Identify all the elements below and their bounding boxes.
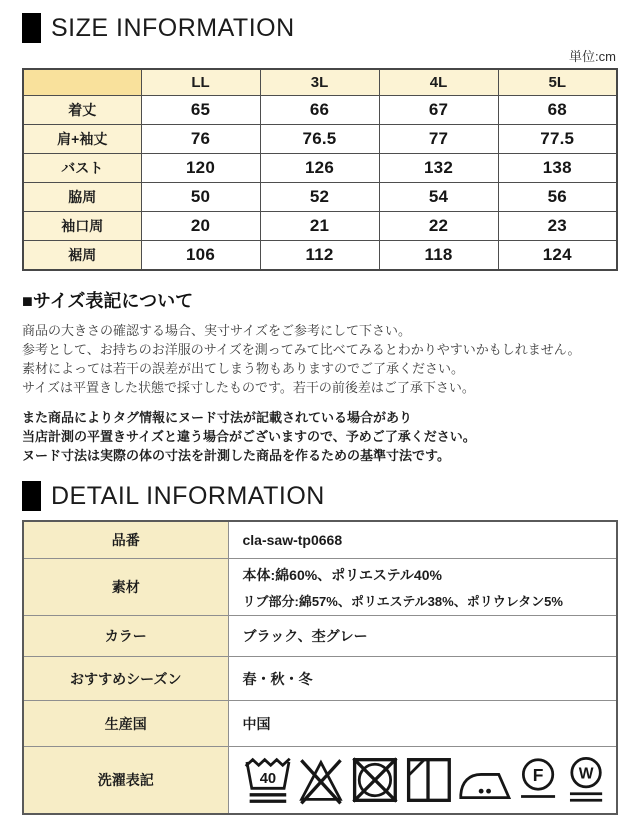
item-number-value: cla-saw-tp0668 [228, 521, 617, 559]
professional-dry-clean-f-gentle-icon [516, 754, 560, 806]
wash-40-very-gentle-icon [243, 754, 293, 806]
material-value [228, 559, 617, 616]
table-row [23, 747, 617, 815]
size-value: 132 [379, 154, 498, 183]
table-row [23, 559, 617, 616]
row-label: 袖口周 [23, 212, 141, 241]
row-label: 裾周 [23, 241, 141, 271]
table-row [23, 657, 617, 701]
size-value: 77.5 [498, 125, 617, 154]
size-value: 52 [260, 183, 379, 212]
note-line: 商品の大きさの確認する場合、実寸サイズをご参考にして下さい。 [22, 323, 411, 338]
size-value: 76 [141, 125, 260, 154]
table-row [23, 616, 617, 657]
table-row [23, 212, 617, 241]
size-table-corner-cell [23, 69, 141, 96]
detail-label: 洗濯表記 [23, 747, 228, 815]
professional-wet-clean-w-very-gentle-icon [564, 754, 608, 806]
size-value: 118 [379, 241, 498, 271]
size-value: 20 [141, 212, 260, 241]
size-column-header: 3L [260, 69, 379, 96]
note-line: サイズは平置きした状態で採寸したものです。若干の前後差はご了承下さい。 [22, 380, 475, 395]
size-value: 124 [498, 241, 617, 271]
note-line: 参考として、お持ちのお洋服のサイズを測ってみて比べてみるとわかりやすいかもしれません。 [22, 342, 581, 357]
size-notes-heading: ■サイズ表記について [22, 291, 194, 311]
detail-table [22, 520, 618, 815]
wash-temp-label: 40 [259, 770, 276, 787]
care-symbols-cell [228, 747, 617, 815]
do-not-tumble-dry-icon [350, 754, 400, 806]
unit-label: 単位:cm [569, 49, 616, 64]
size-table [22, 68, 618, 271]
detail-section-title-text: DETAIL INFORMATION [51, 481, 325, 510]
size-section-title-text: SIZE INFORMATION [51, 13, 295, 42]
size-value: 76.5 [260, 125, 379, 154]
row-label: 肩+袖丈 [23, 125, 141, 154]
row-label: 脇周 [23, 183, 141, 212]
table-row [23, 241, 617, 271]
size-value: 106 [141, 241, 260, 271]
size-value: 67 [379, 96, 498, 125]
table-row [23, 154, 617, 183]
detail-label: 品番 [23, 521, 228, 559]
size-notes [22, 321, 618, 397]
table-row [23, 125, 617, 154]
table-row [23, 183, 617, 212]
size-value: 77 [379, 125, 498, 154]
size-column-header: 5L [498, 69, 617, 96]
material-line-1: 本体:綿60%、ポリエステル40% [242, 566, 442, 583]
table-row [23, 96, 617, 125]
bold-note-line: ヌード寸法は実際の体の寸法を計測した商品を作るための基準寸法です。 [22, 448, 450, 463]
nude-size-note [22, 408, 618, 465]
size-section-title [22, 13, 618, 43]
size-value: 50 [141, 183, 260, 212]
size-value: 120 [141, 154, 260, 183]
size-value: 66 [260, 96, 379, 125]
size-table-header-row [23, 69, 617, 96]
size-value: 138 [498, 154, 617, 183]
title-black-bar [22, 13, 41, 43]
color-value: ブラック、杢グレー [228, 616, 617, 657]
size-value: 65 [141, 96, 260, 125]
size-value: 126 [260, 154, 379, 183]
material-line-2: リブ部分:綿57%、ポリエステル38%、ポリウレタン5% [242, 593, 563, 609]
table-row [23, 521, 617, 559]
detail-label: おすすめシーズン [23, 657, 228, 701]
size-value: 56 [498, 183, 617, 212]
country-value: 中国 [228, 701, 617, 747]
size-column-header: LL [141, 69, 260, 96]
size-value: 54 [379, 183, 498, 212]
care-symbols [243, 754, 609, 806]
hang-dry-in-shade-icon [404, 754, 454, 806]
iron-medium-heat-icon [458, 754, 512, 806]
season-value: 春・秋・冬 [228, 657, 617, 701]
title-black-bar [22, 481, 41, 511]
wet-clean-letter: W [578, 765, 594, 783]
row-label: 着丈 [23, 96, 141, 125]
detail-label: 生産国 [23, 701, 228, 747]
note-line: 素材によっては若干の誤差が出てしまう物もありますのでご了承ください。 [22, 361, 465, 376]
detail-section-title [22, 481, 618, 511]
do-not-bleach-icon [296, 754, 346, 806]
size-value: 21 [260, 212, 379, 241]
table-row [23, 701, 617, 747]
detail-label: カラー [23, 616, 228, 657]
bold-note-line: また商品によりタグ情報にヌード寸法が記載されている場合があり [22, 410, 413, 425]
size-value: 23 [498, 212, 617, 241]
dry-clean-letter: F [532, 764, 544, 785]
size-value: 112 [260, 241, 379, 271]
size-value: 68 [498, 96, 617, 125]
size-value: 22 [379, 212, 498, 241]
bold-note-line: 当店計測の平置きサイズと違う場合がございますので、予めご了承ください。 [22, 429, 476, 444]
size-column-header: 4L [379, 69, 498, 96]
detail-label: 素材 [23, 559, 228, 616]
row-label: バスト [23, 154, 141, 183]
